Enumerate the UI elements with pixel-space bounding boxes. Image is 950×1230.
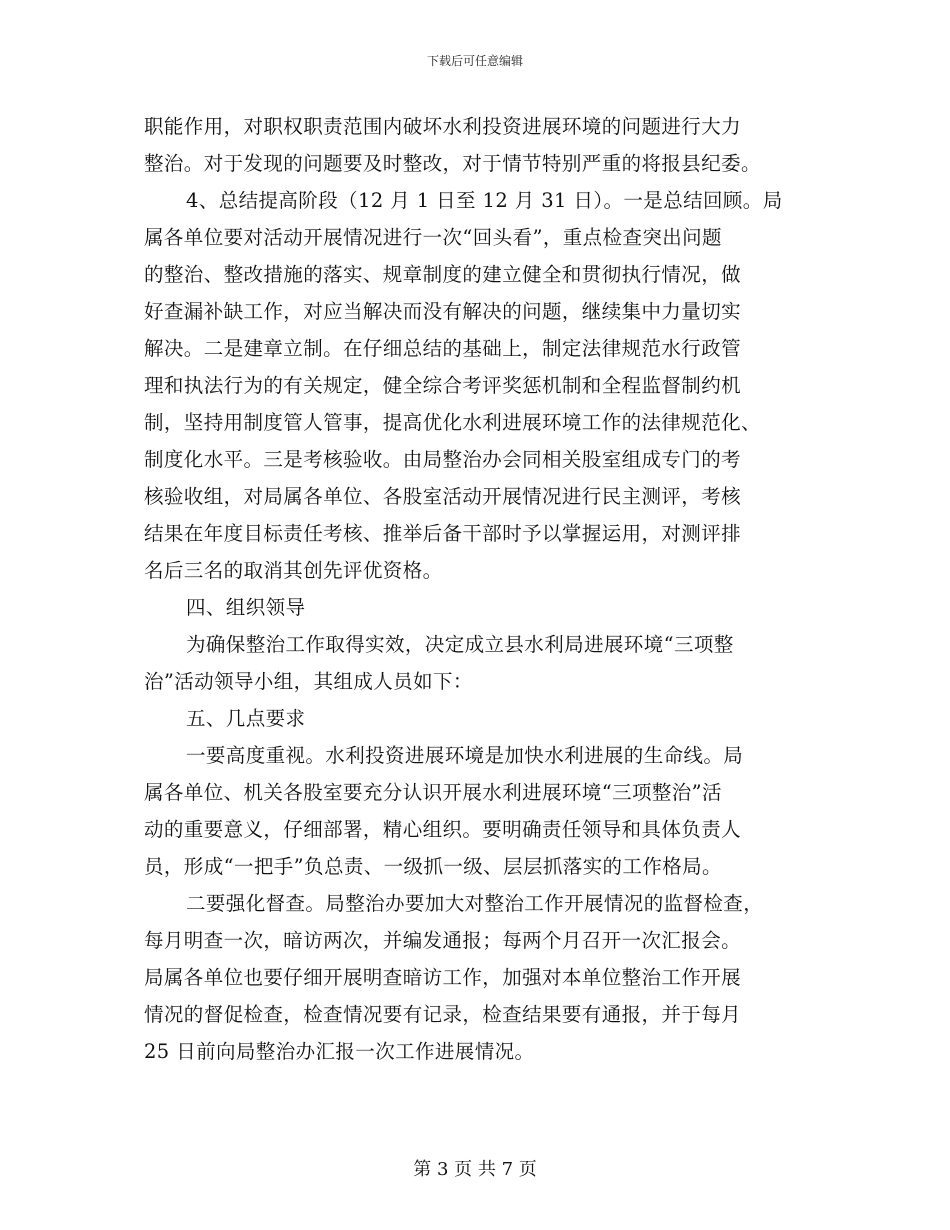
body-line: 属各单位、机关各股室要充分认识开展水利进展环境“三项整治”活 [144, 781, 722, 804]
body-line: 结果在年度目标责任考核、推举后备干部时予以掌握运用，对测评排 [144, 522, 742, 545]
body-line: 二要强化督查。局整治办要加大对整治工作开展情况的监督检查， [186, 892, 764, 915]
body-line: 员，形成“一把手”负总责、一级抓一级、层层抓落实的工作格局。 [144, 855, 722, 878]
body-line: 整治。对于发现的问题要及时整改，对于情节特别严重的将报县纪委。 [144, 152, 761, 175]
body-line: 制，坚持用制度管人管事，提高优化水利进展环境工作的法律规范化、 [144, 411, 761, 434]
body-line: 4、总结提高阶段（12 月 1 日至 12 月 31 日）。一是总结回顾。局 [186, 189, 783, 212]
body-line: 治”活动领导小组，其组成人员如下： [144, 670, 473, 693]
section-heading: 四、组织领导 [186, 596, 306, 619]
body-line: 职能作用，对职权职责范围内破坏水利投资进展环境的问题进行大力 [144, 115, 742, 138]
document-body [144, 108, 812, 1070]
body-line: 理和执法行为的有关规定，健全综合考评奖惩机制和全程监督制约机 [144, 374, 742, 397]
body-line: 25 日前向局整治办汇报一次工作进展情况。 [144, 1040, 535, 1063]
body-line: 一要高度重视。水利投资进展环境是加快水利进展的生命线。局 [186, 744, 744, 767]
body-line: 每月明查一次，暗访两次，并编发通报；每两个月召开一次汇报会。 [144, 929, 742, 952]
body-line: 的整治、整改措施的落实、规章制度的建立健全和贯彻执行情况，做 [144, 263, 742, 286]
body-line: 解决。二是建章立制。在仔细总结的基础上，制定法律规范水行政管 [144, 337, 742, 360]
body-line: 制度化水平。三是考核验收。由局整治办会同相关股室组成专门的考 [144, 448, 742, 471]
body-line: 动的重要意义，仔细部署，精心组织。要明确责任领导和具体负责人 [144, 818, 742, 841]
section-heading: 五、几点要求 [186, 707, 306, 730]
body-line: 局属各单位也要仔细开展明查暗访工作，加强对本单位整治工作开展 [144, 966, 742, 989]
page-number-footer: 第 3 页 共 7 页 [413, 1159, 537, 1180]
body-line: 属各单位要对活动开展情况进行一次“回头看”，重点检查突出问题 [144, 226, 722, 249]
page-header: 下载后可任意编辑 [426, 54, 523, 68]
body-line: 名后三名的取消其创先评优资格。 [144, 559, 443, 582]
body-line: 为确保整治工作取得实效，决定成立县水利局进展环境“三项整 [186, 633, 734, 656]
body-line: 核验收组，对局属各单位、各股室活动开展情况进行民主测评，考核 [144, 485, 742, 508]
body-line: 好查漏补缺工作，对应当解决而没有解决的问题，继续集中力量切实 [144, 300, 742, 323]
body-line: 情况的督促检查，检查情况要有记录，检查结果要有通报，并于每月 [144, 1003, 742, 1026]
